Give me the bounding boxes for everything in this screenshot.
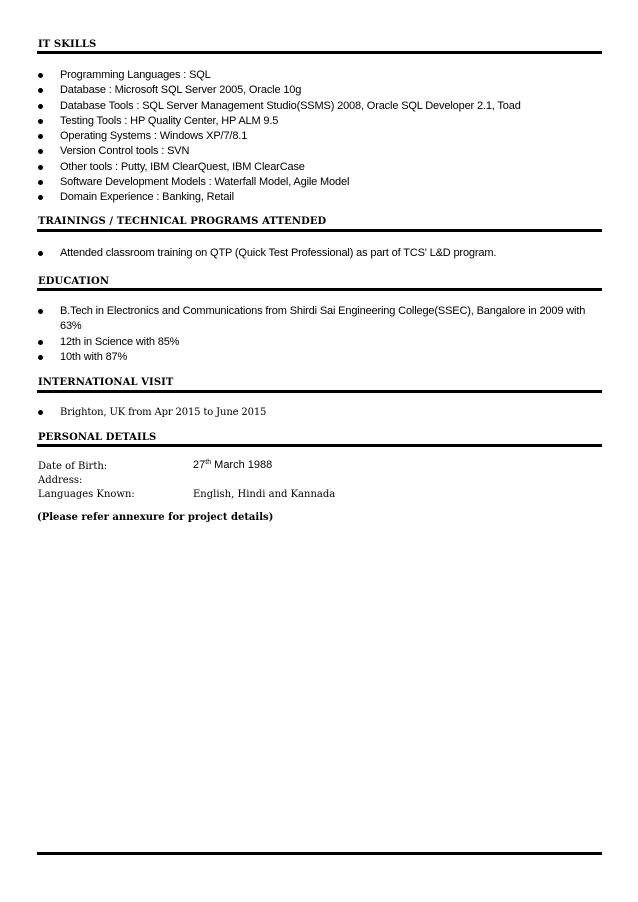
list-item: Operating Systems : Windows XP/7/8.1: [0, 129, 521, 144]
list-item: 10th with 87%: [0, 350, 590, 365]
list-item: B.Tech in Electronics and Communications from Shirdi Sai Engineering College(SSEC), Bangalore in 2009 with 63%: [0, 304, 590, 335]
section-divider: [37, 229, 602, 232]
list-item: Database Tools : SQL Server Management Studio(SSMS) 2008, Oracle SQL Developer 2.1, Toad: [0, 99, 521, 114]
international-visit-list: [0, 405, 266, 420]
bullet-icon: [38, 410, 43, 415]
list-item: Other tools : Putty, IBM ClearQuest, IBM ClearCase: [0, 160, 521, 175]
list-item: Brighton, UK from Apr 2015 to June 2015: [0, 405, 266, 420]
bullet-icon: [38, 355, 43, 360]
bullet-icon: [38, 149, 43, 154]
list-item: 12th in Science with 85%: [0, 335, 590, 350]
list-item: Attended classroom training on QTP (Quick Test Professional) as part of TCS' L&D program.: [0, 246, 496, 261]
section-divider: [37, 51, 602, 54]
bullet-icon: [38, 340, 43, 345]
address-label: Address:: [38, 475, 83, 486]
education-list: [0, 304, 590, 365]
section-title-education: EDUCATION: [38, 276, 110, 287]
list-item: Version Control tools : SVN: [0, 144, 521, 159]
section-title-trainings: TRAININGS / TECHNICAL PROGRAMS ATTENDED: [38, 216, 327, 227]
list-item: Testing Tools : HP Quality Center, HP ALM 9.5: [0, 114, 521, 129]
list-item: Software Development Models : Waterfall Model, Agile Model: [0, 175, 521, 190]
annexure-note: (Please refer annexure for project details): [37, 512, 274, 523]
bullet-icon: [38, 134, 43, 139]
section-divider: [37, 444, 602, 447]
bullet-icon: [38, 104, 43, 109]
section-title-it-skills: IT SKILLS: [38, 39, 97, 50]
bullet-icon: [38, 309, 43, 314]
languages-value: English, Hindi and Kannada: [193, 489, 336, 500]
bullet-icon: [38, 251, 43, 256]
it-skills-list: [0, 68, 521, 206]
bullet-icon: [38, 73, 43, 78]
section-title-personal-details: PERSONAL DETAILS: [38, 432, 157, 443]
bullet-icon: [38, 88, 43, 93]
list-item: Database : Microsoft SQL Server 2005, Oracle 10g: [0, 83, 521, 98]
section-divider: [37, 390, 602, 393]
section-title-international-visit: INTERNATIONAL VISIT: [38, 377, 174, 388]
bullet-icon: [38, 180, 43, 185]
trainings-list: [0, 246, 496, 261]
list-item: Programming Languages : SQL: [0, 68, 521, 83]
languages-label: Languages Known:: [38, 489, 135, 500]
footer-divider: [37, 852, 602, 855]
dob-label: Date of Birth:: [38, 461, 108, 472]
bullet-icon: [38, 195, 43, 200]
bullet-icon: [38, 119, 43, 124]
list-item: Domain Experience : Banking, Retail: [0, 190, 521, 205]
bullet-icon: [38, 165, 43, 170]
dob-value: 27th March 1988: [193, 459, 273, 471]
section-divider: [37, 288, 602, 291]
